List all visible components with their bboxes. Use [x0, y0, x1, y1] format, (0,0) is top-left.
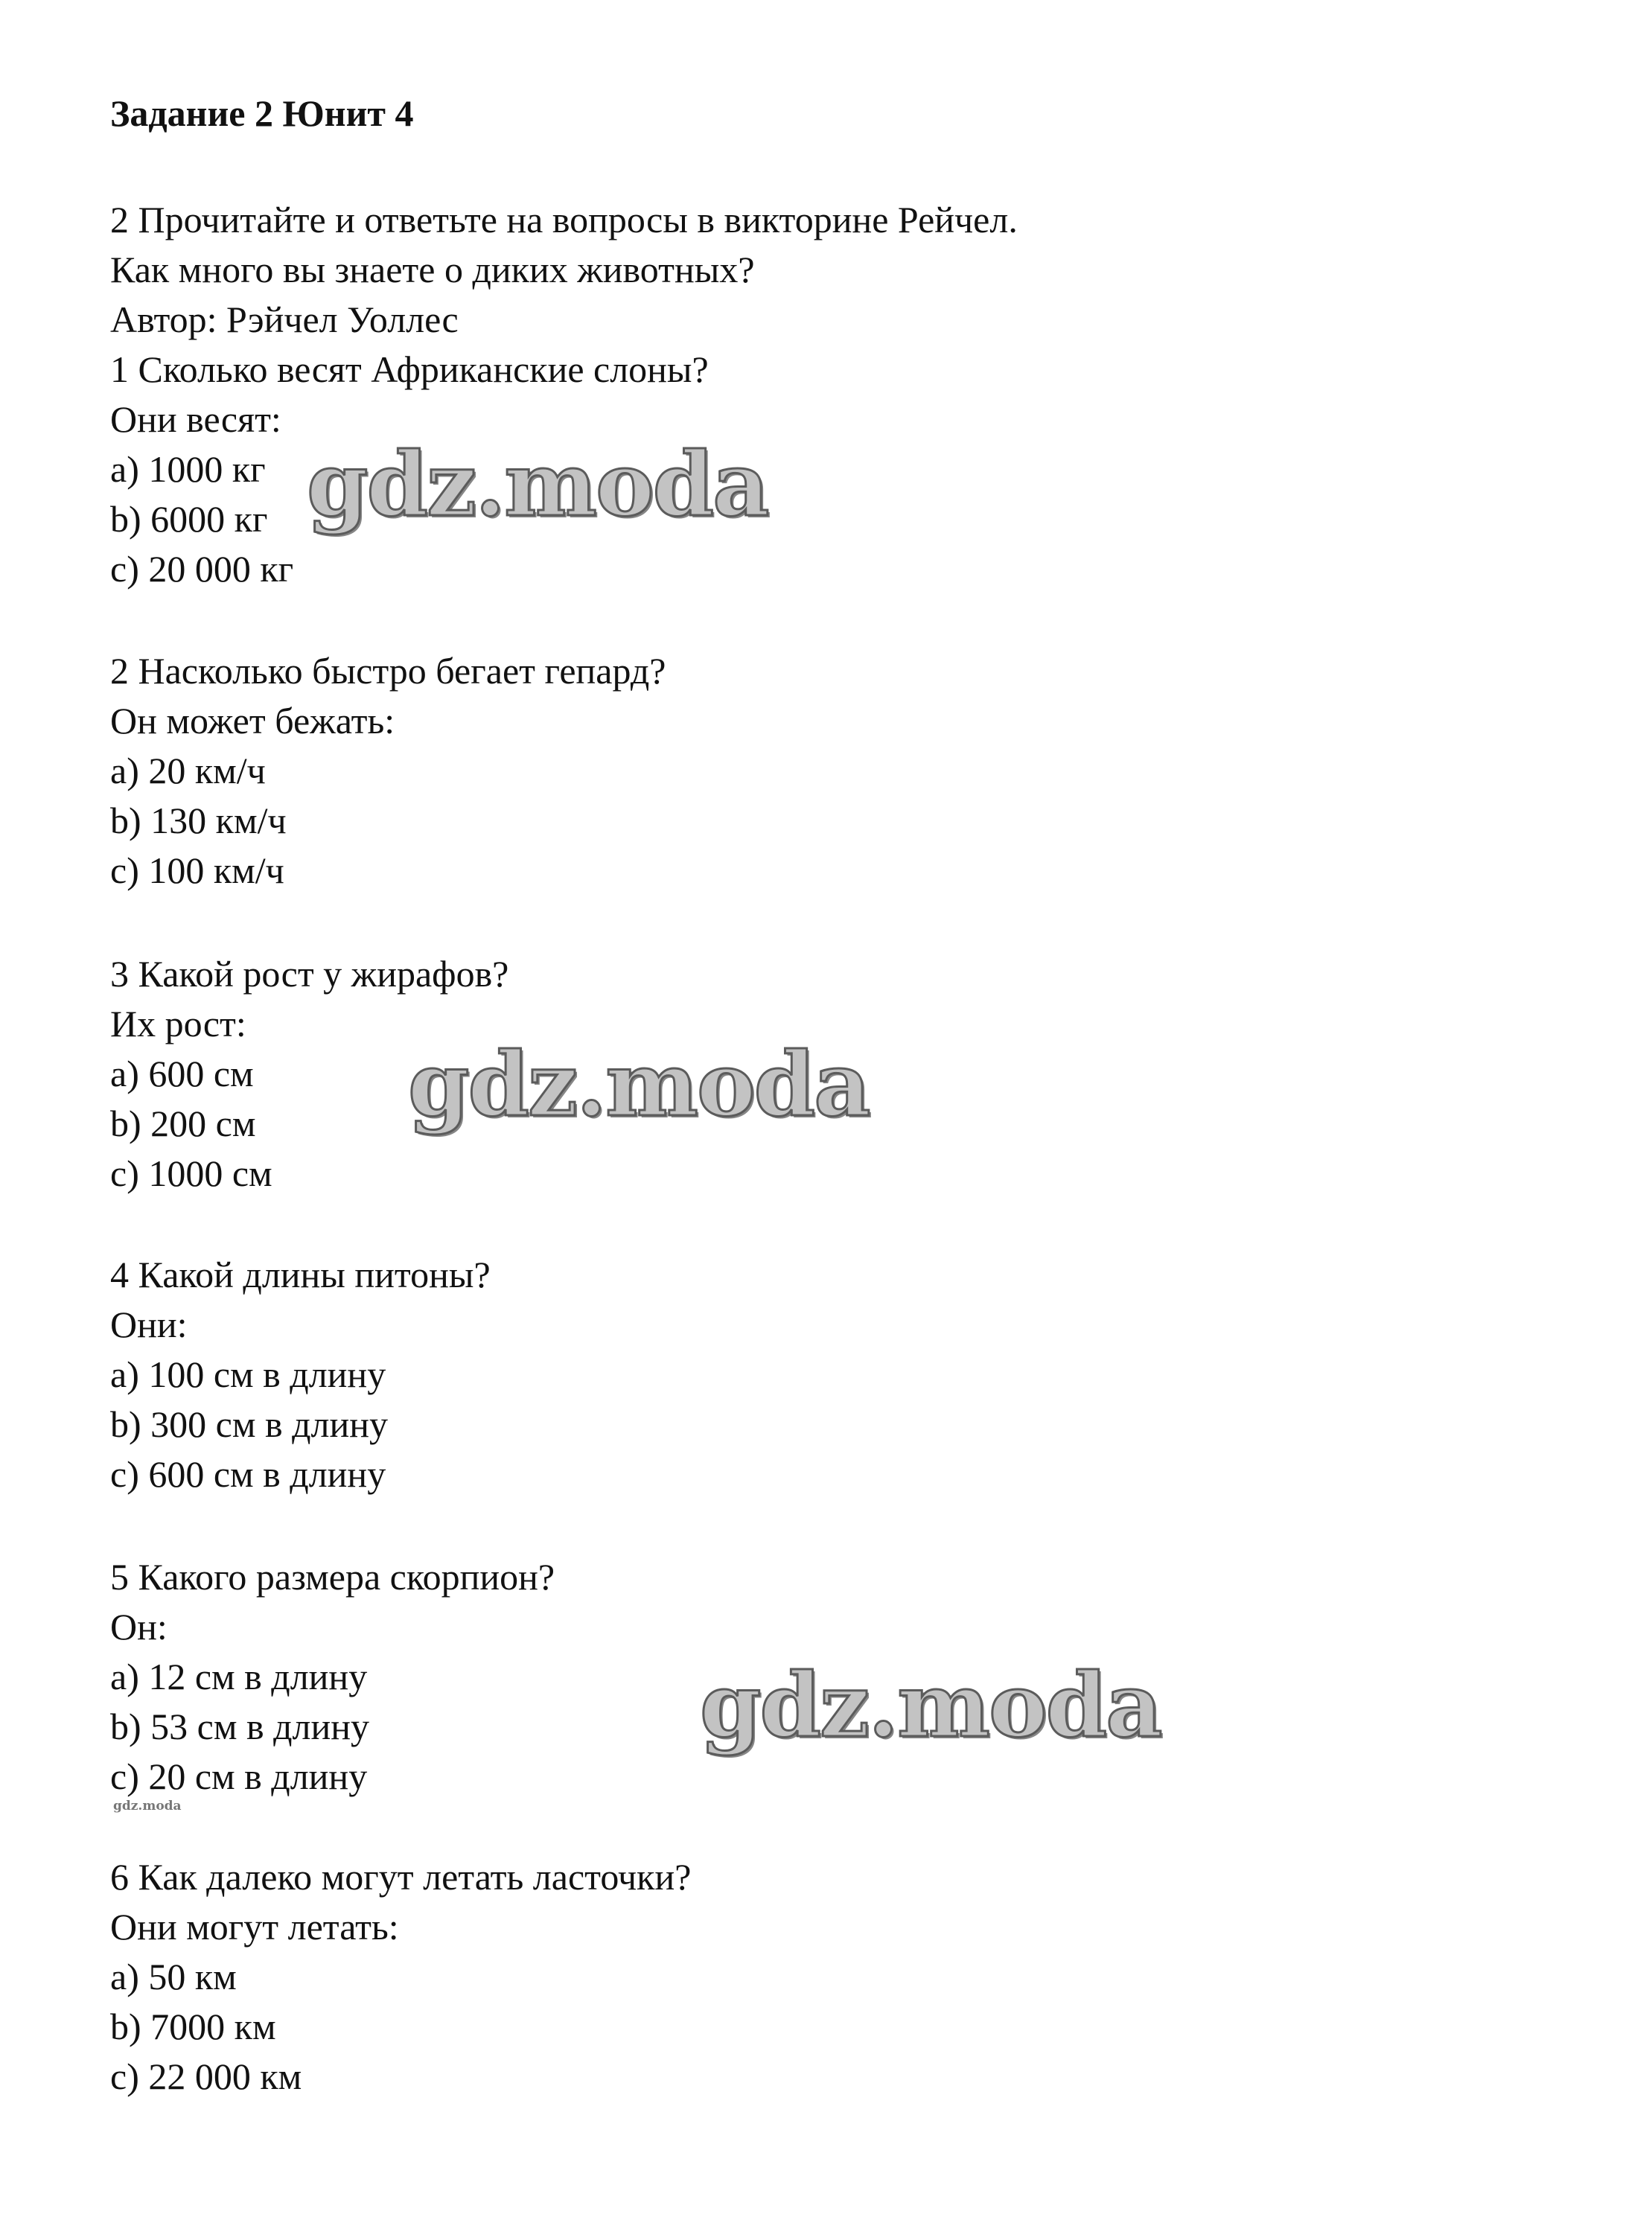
question-lead: Они могут летать:: [110, 1906, 399, 1948]
answer-option-b: b) 7000 км: [110, 2006, 276, 2047]
answer-option-a: a) 50 км: [110, 1956, 237, 1997]
quiz-question-4: [110, 1250, 491, 1499]
intro-text: [110, 195, 1018, 345]
answer-option-c: c) 600 см в длину: [110, 1453, 386, 1495]
watermark-logo: gdz.moda: [307, 433, 768, 536]
intro-author: Автор: Рэйчел Уоллес: [110, 299, 459, 340]
answer-option-a: a) 1000 кг: [110, 448, 266, 490]
intro-line: 2 Прочитайте и ответьте на вопросы в викторине Рейчел.: [110, 199, 1018, 240]
question-text: 3 Какой рост у жирафов?: [110, 953, 509, 995]
question-text: 2 Насколько быстро бегает гепард?: [110, 650, 666, 692]
question-lead: Они весят:: [110, 398, 281, 440]
answer-option-a: a) 12 см в длину: [110, 1656, 368, 1697]
quiz-question-2: [110, 646, 666, 896]
watermark-logo: gdz.moda: [700, 1653, 1161, 1757]
question-text: 5 Какого размера скорпион?: [110, 1556, 555, 1598]
answer-option-c: c) 100 км/ч: [110, 849, 284, 891]
answer-option-c: c) 1000 см: [110, 1152, 272, 1194]
answer-option-b: b) 6000 кг: [110, 498, 268, 540]
question-text: 6 Как далеко могут летать ласточки?: [110, 1856, 692, 1898]
answer-option-c: c) 22 000 км: [110, 2055, 302, 2097]
question-lead: Он:: [110, 1606, 168, 1648]
answer-option-a: a) 600 см: [110, 1053, 254, 1094]
answer-option-b: b) 300 см в длину: [110, 1403, 388, 1445]
answer-option-c: c) 20 000 кг: [110, 548, 294, 590]
quiz-question-6: [110, 1852, 691, 2102]
question-lead: Они:: [110, 1304, 188, 1345]
answer-option-a: a) 20 км/ч: [110, 750, 266, 791]
intro-line: Как много вы знаете о диких животных?: [110, 249, 755, 290]
quiz-question-5: [110, 1552, 555, 1802]
watermark-small: gdz.moda: [113, 1799, 182, 1814]
page-title: Задание 2 Юнит 4: [110, 92, 414, 134]
answer-option-b: b) 200 см: [110, 1103, 256, 1144]
question-lead: Он может бежать:: [110, 700, 395, 741]
question-text: 1 Сколько весят Африканские слоны?: [110, 348, 709, 390]
answer-option-c: c) 20 см в длину: [110, 1755, 368, 1797]
answer-option-a: a) 100 см в длину: [110, 1353, 386, 1395]
question-text: 4 Какой длины питоны?: [110, 1254, 491, 1295]
question-lead: Их рост:: [110, 1003, 246, 1044]
answer-option-b: b) 53 см в длину: [110, 1706, 369, 1747]
answer-option-b: b) 130 км/ч: [110, 800, 287, 841]
watermark-logo: gdz.moda: [408, 1033, 870, 1136]
